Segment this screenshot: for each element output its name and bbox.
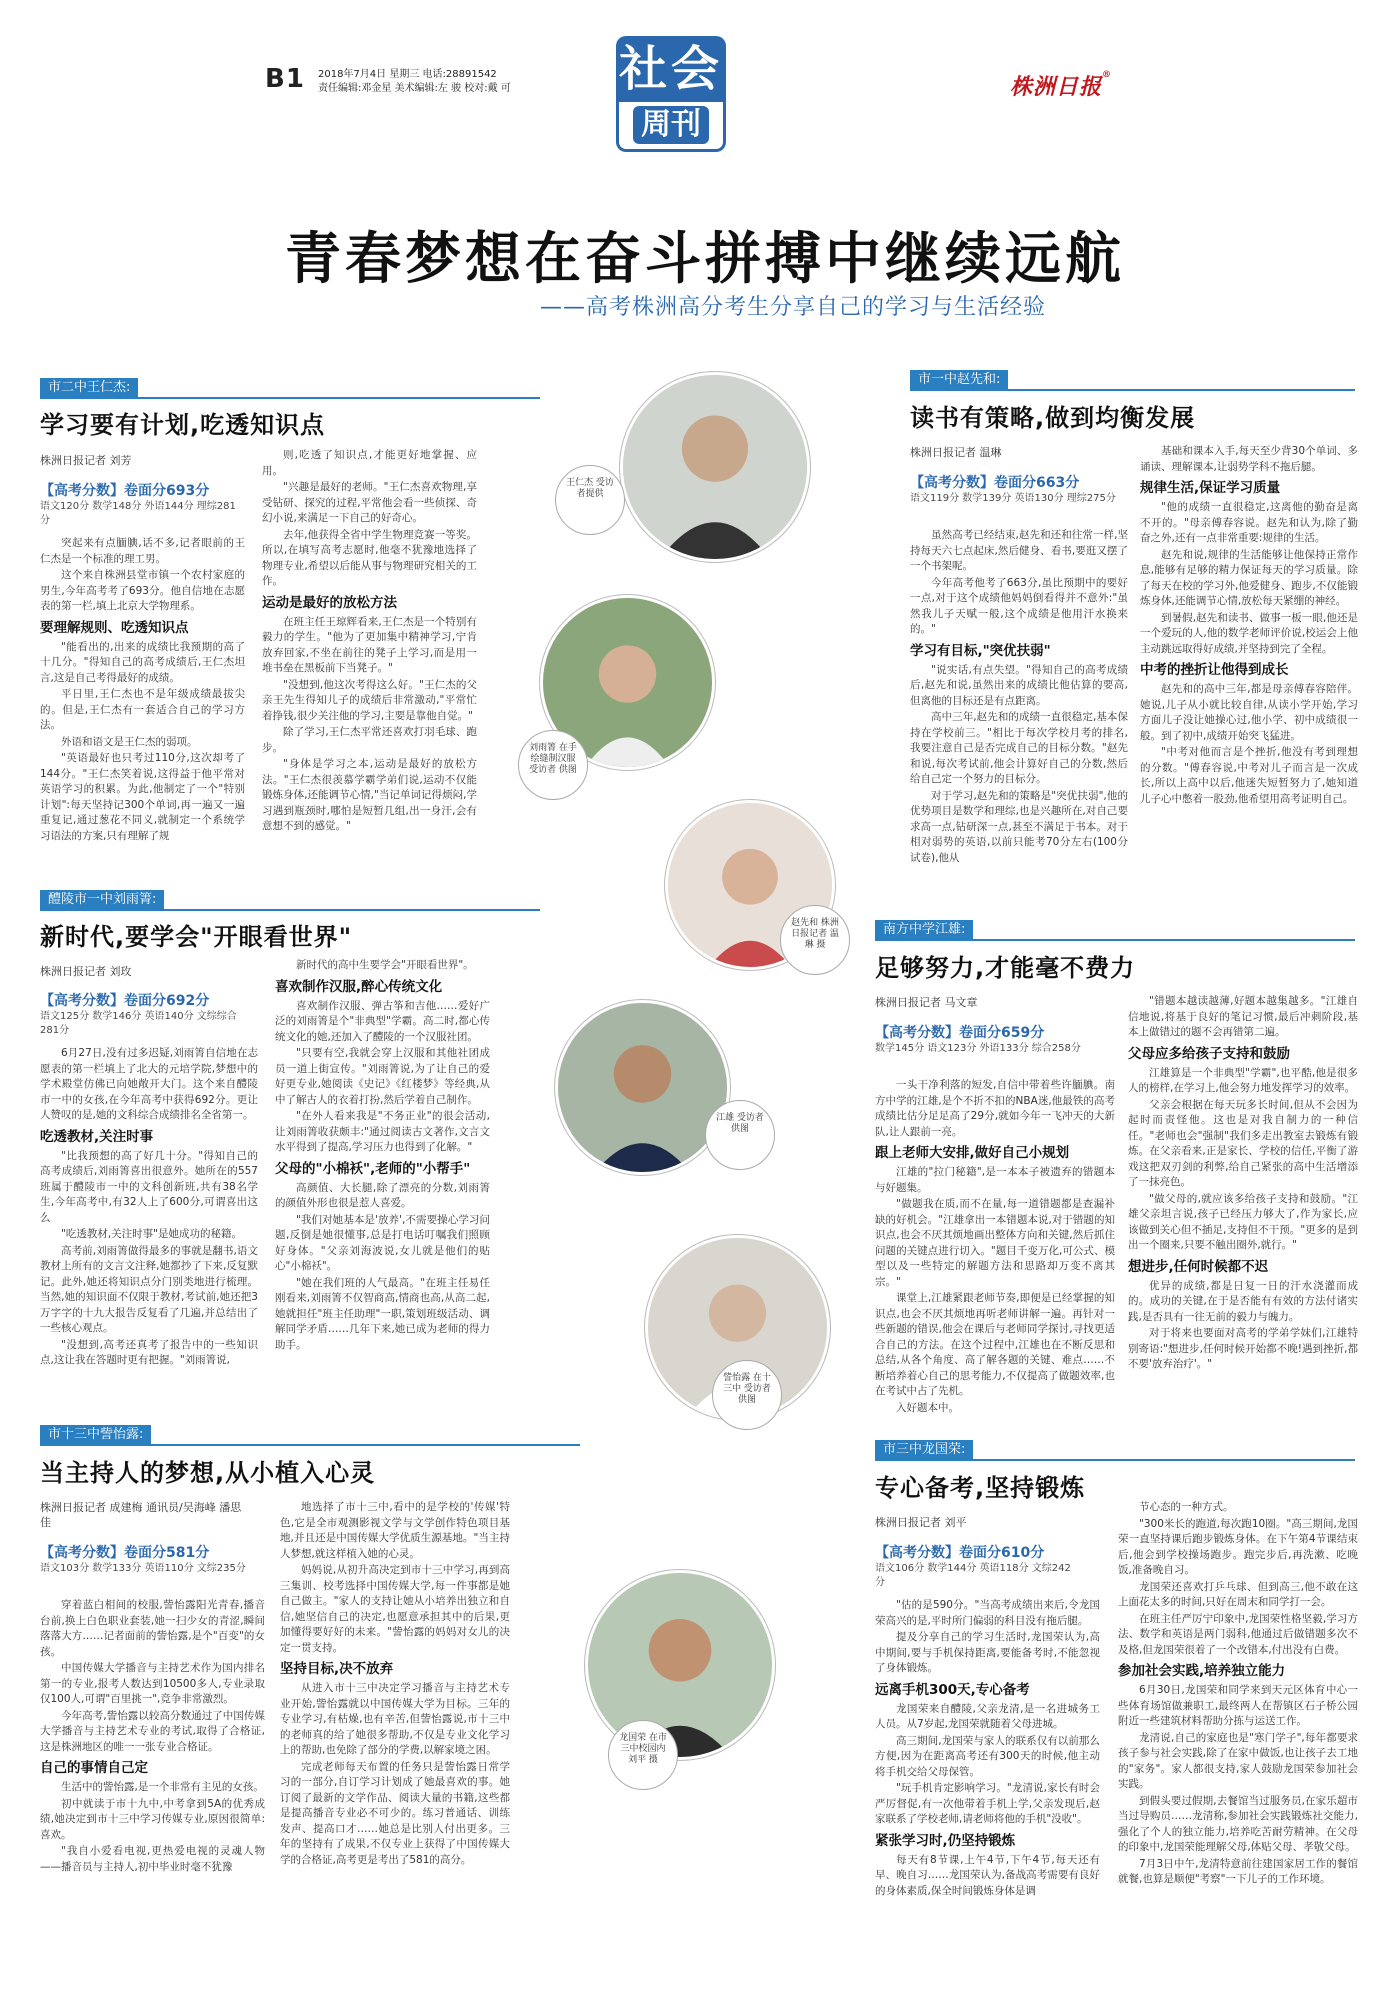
article-byline: 株洲日报记者 温琳 bbox=[910, 446, 1002, 459]
score-detail: 数学145分 语文123分 外语133分 综合258分 bbox=[875, 1043, 1081, 1054]
paragraph: 今年高考,訾怡露以较高分数通过了中国传媒大学播音与主持艺术专业的考试,取得了合格证,这是株洲地区的唯一一张专业合格证。 bbox=[40, 1709, 265, 1753]
paragraph: 这个来自株洲县堂市镇一个农村家庭的男生,今年高考考了693分。他自信地在志愿表的第一栏,填上北京大学物理系。 bbox=[40, 569, 245, 612]
paragraph: 除了学习,王仁杰平常还喜欢打羽毛球、跑步。 bbox=[262, 726, 477, 754]
paragraph: 在班主任严厉宁印象中,龙国荣性格坚毅,学习方法、数学和英语是两门弱科,他通过后做错题多次不及格,但龙国荣很着了一个改错本,付出没有白费。 bbox=[1118, 1612, 1358, 1656]
paragraph: "300米长的跑道,每次跑10圈。"高三期间,龙国荣一直坚持课后跑步锻炼身体。在下午第4节课结束后,他会到学校操场跑步。跑完步后,再洗漱、吃晚饭,准备晚自习。 bbox=[1118, 1517, 1358, 1576]
section-logo-bottom-frame bbox=[616, 102, 726, 152]
score-heading: 【高考分数】卷面分610分 bbox=[875, 1545, 1045, 1561]
caption-wang-renjie: 王仁杰 受访者提供 bbox=[555, 465, 625, 535]
score-heading: 【高考分数】卷面分659分 bbox=[875, 1025, 1045, 1041]
issue-date-line: 2018年7月4日 星期三 电话:28891542 bbox=[318, 69, 497, 80]
section-tag: 市二中王仁杰: bbox=[40, 378, 138, 398]
paragraph: 江雄的"拉门秘籍",是一本本子被遗弃的错题本与好题集。 bbox=[875, 1166, 1115, 1194]
subheading: 紧张学习时,仍坚持锻炼 bbox=[875, 1832, 1016, 1849]
paragraph: 外语和语文是王仁杰的弱项。 bbox=[61, 735, 198, 748]
paragraph: 中国传媒大学播音与主持艺术作为国内排名第一的专业,报考人数达到10500多人,专业录取仅100人,可谓"百里挑一",竞争非常激烈。 bbox=[40, 1662, 265, 1705]
article-title: 专心备考,坚持锻炼 bbox=[875, 1474, 1086, 1502]
paragraph: 从进入市十三中决定学习播音与主持艺术专业开始,訾怡露就以中国传媒大学为目标。三年的专业学习,有枯燥,也有辛苦,但訾怡露说,市十三中的老师真的给了她很多帮助,不仅是专业文化学习上的帮助,也免除了部分的学费,以解家境之困。 bbox=[280, 1682, 510, 1756]
paragraph: "错题本越读越薄,好题本越集越多。"江雄自信地说,将基于良好的笔记习惯,最后冲刺阶段,基本上做错过的题不会再错第二遍。 bbox=[1128, 995, 1358, 1038]
paragraph: "我自小爱看电视,更热爱电视的灵魂人物——播音员与主持人,初中毕业时毫不犹豫 bbox=[40, 1845, 265, 1873]
score-heading: 【高考分数】卷面分581分 bbox=[40, 1545, 210, 1561]
section-rule bbox=[40, 1444, 580, 1446]
paragraph: 入好题本中。 bbox=[896, 1401, 959, 1414]
subheading: 参加社会实践,培养独立能力 bbox=[1118, 1663, 1286, 1679]
caption-liu-yuqing: 刘雨箐 在手绘缝制汉服 受访者 供图 bbox=[518, 730, 588, 800]
paragraph: 江雄算是一个非典型"学霸",也平酷,他是很多人的榜样,在学习上,他会努力地发挥学习的效率。 bbox=[1128, 1066, 1358, 1094]
editor-line: 责任编辑:邓金星 美术编辑:左 骏 校对:戴 可 bbox=[318, 83, 511, 94]
subheading: 中考的挫折让他得到成长 bbox=[1140, 662, 1289, 678]
paragraph: "吃透教材,关注时事"是她成功的秘籍。 bbox=[61, 1228, 242, 1240]
paragraph: 课堂上,江雄紧跟老师节奏,即便是已经掌握的知识点,也会不厌其烦地再听老师讲解一遍。再针对一些新题的错误,他会在课后与老师同学探讨,寻找更适合自己的方法。在这个过程中,江雄也在不断反思和总结,从各个角度、高了解各题的关键、难点……不断培养着心自己的思考能力,不仅提高了做题效率,也在考试中占了先机。 bbox=[875, 1292, 1115, 1397]
article-byline: 株洲日报记者 刘芳 bbox=[40, 454, 132, 467]
section-logo-bottom: 周刊 bbox=[633, 106, 709, 144]
article-col-left bbox=[40, 1598, 265, 1970]
masthead bbox=[0, 0, 1393, 150]
paragraph: 赵先和的高中三年,都是母亲傅春容陪伴。她说,儿子从小就比较自律,从读小学开始,学习方面儿子没让她操心过,他小学、初中成绩很一般。到了初中,成绩开始突飞猛进。 bbox=[1140, 683, 1358, 742]
paragraph: 节心态的一种方式。 bbox=[1139, 1501, 1234, 1513]
score-detail: 语文119分 数学139分 英语130分 理综275分 bbox=[910, 493, 1116, 504]
paper-logo-text: 株洲日报 bbox=[1010, 74, 1103, 100]
section-tag: 市十三中訾怡露: bbox=[40, 1425, 151, 1445]
article-byline: 株洲日报记者 刘平 bbox=[875, 1516, 967, 1529]
paragraph: 对于将来也要面对高考的学弟学妹们,江雄特别寄语:"想进步,任何时候开始都不晚!遇到挫折,都不要'放弃治疗'。" bbox=[1128, 1327, 1358, 1370]
paragraph: 高中三年,赵先和的成绩一直很稳定,基本保持在学校前三。"相比于每次学校月考的排名,我要注意自己是否完成自己的目标分数。"赵先和说,每次考试前,他会计算好自己的分数,然后给自己定一个努力的目标分。 bbox=[910, 711, 1128, 785]
article-col-left bbox=[40, 1046, 258, 1398]
paragraph: 完成老师每天布置的任务只是訾怡露日常学习的一部分,自订学习计划成了她最喜欢的事。她订阅了最新的文学作品、阅读大量的书籍,这些都是提高播音专业必不可少的。练习普通话、训练发声、提高口才……她总是比别人付出更多。三年的坚持有了成果,不仅专业上获得了中国传媒大学的合格证,高考更是考出了581的高分。 bbox=[280, 1760, 510, 1866]
score-detail: 语文106分 数学144分 英语118分 文综242分 bbox=[875, 1563, 1071, 1588]
photo-wang-renjie bbox=[620, 372, 810, 562]
paragraph: "做父母的,就应该多给孩子支持和鼓励。"江雄父亲坦言说,孩子已经压力够大了,作为家长,应该做到关心但不插足,支持但不干预。"更多的是到出一个圈来,只要不触出圈外,就行。" bbox=[1128, 1192, 1358, 1251]
article-col-right bbox=[275, 958, 490, 1398]
subheading: 坚持目标,决不放弃 bbox=[280, 1661, 394, 1677]
caption-jiang-xiong: 江雄 受访者 供图 bbox=[705, 1100, 775, 1170]
article-title: 学习要有计划,吃透知识点 bbox=[40, 411, 326, 439]
article-title: 新时代,要学会"开眼看世界" bbox=[40, 923, 353, 951]
article-col-right bbox=[280, 1500, 510, 1970]
paragraph: "他的成绩一直很稳定,这离他的勤奋是离不开的。"母亲傅春容说。赵先和认为,除了勤奋之外,还有一点非常重要:规律的生活。 bbox=[1140, 501, 1358, 544]
paper-logo bbox=[1010, 70, 1130, 98]
paragraph: "估的是590分。"当高考成绩出来后,令龙国荣高兴的是,平时所门偏弱的科目没有拖后腿。 bbox=[875, 1599, 1100, 1627]
section-rule bbox=[875, 939, 1355, 941]
paragraph: 高考前,刘雨箐做得最多的事就是翻书,语文教材上所有的文言文注释,她都抄了下来,反复默记。此外,她还将知识点分门别类地进行梳理。当然,她的知识面不仅限于教材,考试前,她还把3万字字的十九大报告反复看了几遍,并总结出了一些核心观点。 bbox=[40, 1244, 258, 1334]
paragraph: 到假头要过假期,去餐馆当过服务员,在家乐超市当过导购员……龙清称,参加社会实践锻炼社交能力,强化了个人的独立能力,培养吃苦耐劳精神。在父母的印象中,龙国荣能理解父母,体贴父母、孝敬父母。 bbox=[1118, 1794, 1358, 1853]
subheading: 喜欢制作汉服,醉心传统文化 bbox=[275, 978, 443, 995]
subheading: 跟上老师大安排,做好自己小规划 bbox=[875, 1145, 1070, 1161]
paragraph: "在外人看来我是"不务正业"的很会活动,让刘雨箐收获颇丰:"通过阅读古文著作,文言文水平得到了提高,学习压力也得到了化解。" bbox=[275, 1110, 490, 1153]
paragraph: 龙国荣还喜欢打乒乓球、但到高三,他不敢在这上面花太多的时间,只好在周末和同学打一会。 bbox=[1118, 1580, 1358, 1608]
subheading: 父母的"小棉袄",老师的"小帮手" bbox=[275, 1160, 471, 1177]
subheading: 想进步,任何时候都不迟 bbox=[1128, 1258, 1269, 1275]
article-title: 足够努力,才能毫不费力 bbox=[875, 954, 1136, 982]
portrait-icon bbox=[558, 1003, 727, 1172]
paragraph: 每天有8节课,上午4节,下午4节,每天还有早、晚自习……龙国荣认为,备战高考需要有良好的身体素质,保全时间锻炼身体是调 bbox=[875, 1853, 1100, 1897]
paragraph: "中考对他而言是个挫折,他没有考到理想的分数。"傅春容说,中考对儿子而言是一次成长,所以上高中以后,他迷失短暂努力了,她知道儿子心中憋着一股劲,他希望用高考证明自己。 bbox=[1140, 746, 1358, 805]
paragraph: 龙国荣来自醴陵,父亲龙清,是一名进城务工人员。从7岁起,龙国荣就随着父母进城。 bbox=[875, 1702, 1100, 1730]
paragraph: 到暑假,赵先和读书、做事一板一眼,他还是一个爱玩的人,他的数学老师评价说,校运会上他主动跳远取得好成绩,并坚持到完了全程。 bbox=[1140, 611, 1358, 655]
subheading: 吃透教材,关注时事 bbox=[40, 1128, 154, 1145]
paragraph: 对于学习,赵先和的策略是"突优扶弱",他的优势项目是数学和理综,也是兴趣所在,对自己要求高一点,钻研深一点,甚至不满足于书本。对于相对弱势的英语,以前只能考70分左右(100分试卷),他从 bbox=[910, 789, 1128, 864]
score-heading: 【高考分数】卷面分693分 bbox=[40, 483, 210, 499]
portrait-icon bbox=[623, 375, 807, 559]
paragraph: 则,吃透了知识点,才能更好地掌握、应用。 bbox=[262, 449, 477, 477]
paragraph: 龙清说,自己的家庭也是"寒门学子",每年都要求孩子参与社会实践,除了在家中做饭,也让孩子去工地的"家务"。家人都很支持,家人鼓励龙国荣参加社会实践。 bbox=[1118, 1731, 1358, 1790]
article-col-right bbox=[1118, 1500, 1358, 1970]
paragraph: 基础和课本入手,每天至少背30个单词、多诵读、理解课本,让弱势学科不拖后腿。 bbox=[1140, 445, 1358, 473]
section-rule bbox=[40, 909, 540, 911]
section-tag: 市一中赵先和: bbox=[910, 370, 1008, 390]
article-col-right bbox=[262, 448, 477, 853]
paragraph: 提及分享自己的学习生活时,龙国荣认为,高中期间,要与手机保持距离,要能备考时,不能忽视了身体锻炼。 bbox=[875, 1631, 1100, 1674]
section-rule bbox=[910, 389, 1355, 391]
paragraph: 优异的成绩,都是日复一日的汗水浇灌而成的。成功的关键,在于是否能有有效的方法付诸实践,是否具有一往无前的毅力与魄力。 bbox=[1128, 1279, 1358, 1323]
section-logo bbox=[616, 36, 726, 152]
sub-headline: ——高考株洲高分考生分享自己的学习与生活经验 bbox=[540, 295, 1047, 320]
paragraph: "做题我在质,而不在量,每一道错题都是查漏补缺的好机会。"江雄拿出一本错题本说,对于错题的知识点,也会不厌其烦地画出整体方向和关键,然后抓住问题的关键点进行切入。"题目千变万化,可公式、模型以及一些特定的解题方法和思路却万变不离其宗。" bbox=[875, 1198, 1115, 1288]
paragraph: 新时代的高中生要学会"开眼看世界"。 bbox=[296, 959, 474, 971]
paragraph: 穿着蓝白相间的校服,訾怡露阳光青春,播音台前,换上白色职业套装,她一扫少女的青涩,瞬间落落大方……记者面前的訾怡露,是个"百变"的女孩。 bbox=[40, 1599, 265, 1658]
section-tag: 醴陵市一中刘雨箐: bbox=[40, 890, 164, 910]
paragraph: "她在我们班的人气最高。"在班主任易任刚看来,刘雨箐不仅智商高,情商也高,从高二起,她就担任"班主任助理"一职,策划班级活动、调解同学矛盾……几年下来,她已成为老师的得力助手。 bbox=[275, 1276, 490, 1351]
paragraph: 今年高考他考了663分,虽比预期中的要好一点,对于这个成绩他妈妈倒看得并不意外:"虽然我儿子天赋一般,这个成绩是他用汗水换来的。" bbox=[910, 576, 1128, 635]
article-col-left bbox=[875, 1078, 1115, 1428]
caption-zi-yilu: 訾怡露 在十三中 受访者 供图 bbox=[712, 1360, 782, 1430]
article-byline: 株洲日报记者 刘玫 bbox=[40, 965, 132, 978]
subheading: 自己的事情自己定 bbox=[40, 1760, 148, 1776]
article-title: 读书有策略,做到均衡发展 bbox=[910, 404, 1196, 432]
score-detail: 语文125分 数学146分 英语140分 文综综合281分 bbox=[40, 1011, 237, 1036]
paragraph: 一头干净利落的短发,自信中带着些许腼腆。南方中学的江雄,是个不折不扣的NBA迷,他最铁的高考成绩比估分足足高了29分,就如今年一飞冲天的大新队,让人跟前一亮。 bbox=[875, 1079, 1115, 1138]
paragraph: "说实话,有点失望。"得知自己的高考成绩后,赵先和说,虽然出来的成绩比他估算的要高,但离他的目标还是有点距离。 bbox=[910, 663, 1128, 707]
paragraph: "没想到,他这次考得这么好。"王仁杰的父亲王先生得知儿子的成绩后非常激动,"平常忙着挣钱,很少关注他的学习,主要是靠他自觉。" bbox=[262, 678, 477, 722]
paragraph: 地选择了市十三中,看中的是学校的'传媒'特色,它是全市观测影视文学与文学创作特色项目基地,并且还是中国传媒大学优质生源基地。"当主持人梦想,就这样植入她的心灵。 bbox=[280, 1501, 510, 1560]
article-byline: 株洲日报记者 成建梅 通讯员/吴海峰 潘思佳 bbox=[40, 1501, 242, 1529]
paragraph: "只要有空,我就会穿上汉服和其他社团成员一道上街宣传。"刘雨箐说,为了让自己的爱好更专业,她阅读《史记》《红楼梦》等经典,从中了解古人的衣着打扮,然后学着自己制作。 bbox=[275, 1047, 490, 1106]
score-detail: 语文103分 数学133分 英语110分 文综235分 bbox=[40, 1563, 246, 1574]
paragraph: "没想到,高考还真考了报告中的一些知识点,这让我在答题时更有把握。"刘雨箐说, bbox=[40, 1338, 258, 1366]
paragraph: 7月3日中午,龙清特意前往建国家居工作的餐馆就餐,也算是顺便"考察"一下儿子的工作环境。 bbox=[1118, 1857, 1358, 1885]
article-col-left bbox=[875, 1598, 1100, 1970]
portrait-icon bbox=[588, 1573, 772, 1757]
paragraph: 高三期间,龙国荣与家人的联系仅有以前那么方便,因为在距离高考还有300天的时候,他主动将手机交给父母保管。 bbox=[875, 1734, 1100, 1778]
article-title: 当主持人的梦想,从小植入心灵 bbox=[40, 1459, 376, 1487]
paragraph: "玩手机肯定影响学习。"龙清说,家长有时会严厉督促,有一次他带着手机上学,父亲发现后,赵家联系了学校老师,请老师将他的手机"没收"。 bbox=[875, 1782, 1100, 1825]
paragraph: 6月27日,没有过多迟疑,刘雨箐自信地在志愿表的第一栏填上了北大的元培学院,梦想中的学术殿堂仿佛已向她敞开大门。这个来自醴陵市一中的女孩,在今年高考中获得692分。更让人赞叹的是,她的文科综合成绩排名全省第一。 bbox=[40, 1047, 258, 1121]
paragraph: "比我预想的高了好几十分。"得知自己的高考成绩后,刘雨箐喜出很意外。她所在的557班属于醴陵市一中的文科创新班,共有38名学生,今年高考中,有32人上了600分,可谓喜出这么 bbox=[40, 1149, 258, 1224]
main-headline: 青春梦想在奋斗拼搏中继续远航 bbox=[285, 227, 1125, 292]
paragraph: 高颜值、大长腿,除了漂亮的分数,刘雨箐的颜值外形也很是惹人喜爱。 bbox=[275, 1181, 490, 1209]
paragraph: 初中就读于市十九中,中考拿到5A的优秀成绩,她决定到市十三中学习传媒专业,原因很简单:喜欢。 bbox=[40, 1797, 265, 1841]
section-tag: 南方中学江雄: bbox=[875, 920, 973, 940]
paragraph: 6月30日,龙国荣和同学来到天元区体育中心一些体育场馆做兼职工,最终两人在帮镇区石子桥公园附近一些建筑材料帮助分拣与运送工作。 bbox=[1118, 1684, 1358, 1727]
paragraph: 平日里,王仁杰也不是年级成绩最拔尖的。但是,王仁杰有一套适合自己的学习方法。 bbox=[40, 688, 245, 731]
registered-mark: ® bbox=[1102, 70, 1113, 80]
caption-long-guorong: 龙国荣 在市三中校园内 刘平 摄 bbox=[608, 1720, 678, 1790]
score-heading: 【高考分数】卷面分692分 bbox=[40, 993, 210, 1009]
paragraph: 生活中的訾怡露,是一个非常有主见的女孩。 bbox=[61, 1781, 264, 1793]
subheading: 要理解规则、吃透知识点 bbox=[40, 619, 189, 636]
section-rule bbox=[40, 397, 540, 399]
article-byline: 株洲日报记者 马文章 bbox=[875, 996, 978, 1009]
subheading: 父母应多给孩子支持和鼓励 bbox=[1128, 1045, 1290, 1062]
subheading: 远离手机300天,专心备考 bbox=[875, 1681, 1030, 1698]
photo-long-guorong bbox=[585, 1570, 775, 1760]
section-rule bbox=[875, 1459, 1355, 1461]
paragraph: "我们对她基本是'放养',不需要操心学习问题,反倒是她很懂事,总是打电话叮嘱我们照顾好身体。"父亲刘海波说,女儿就是他们的贴心"小棉袄"。 bbox=[275, 1213, 490, 1272]
issue-meta bbox=[318, 68, 578, 96]
paragraph: 去年,他获得全省中学生物理竞赛一等奖。所以,在填写高考志愿时,他毫不犹豫地选择了物理专业,希望以后能从事与物理研究相关的工作。 bbox=[262, 528, 477, 587]
score-detail: 语文120分 数学148分 外语144分 理综281分 bbox=[40, 501, 236, 526]
subheading: 学习有目标,"突优扶弱" bbox=[910, 642, 1051, 659]
paragraph: 妈妈说,从初升高决定到市十三中学习,再到高三集训、校考选择中国传媒大学,每一件事都是她自己做主。"家人的支持让她从小培养出独立和自信,她坚信自己的决定,也愿意承担其中的后果,更加懂得要好好的未来。"訾怡露的妈妈对女儿的决定一贯支持。 bbox=[280, 1564, 510, 1654]
paragraph: "身体是学习之本,运动是最好的放松方法。"王仁杰很羡慕学霸学弟们说,运动不仅能锻炼身体,还能调节心情,"当记单词记得烦闷,学习遇到瓶颈时,哪怕是短暂几组,出一身汗,会有意想不到的感觉。" bbox=[262, 758, 477, 832]
subheading: 规律生活,保证学习质量 bbox=[1140, 480, 1281, 496]
paragraph: "英语最好也只考过110分,这次却考了144分。"王仁杰笑着说,这得益于他平常对英语学习的积累。为此,他制定了一个"特别计划":每天坚持记300个单词,再一遍又一遍重复记,通过葱花不同义,就制定一个系统学习语法的方案,只有理解了规 bbox=[40, 752, 245, 842]
article-col-left bbox=[40, 536, 245, 852]
subheading: 运动是最好的放松方法 bbox=[262, 594, 397, 611]
paragraph: 在班主任王琼辉看来,王仁杰是一个特别有毅力的学生。"他为了更加集中精神学习,宁肯放弃回家,不坐在前往的凳子上学习,而是用一堆书垒在黑板前下当凳子。" bbox=[262, 615, 477, 674]
paragraph: 赵先和说,规律的生活能够让他保持正常作息,能够有足够的精力保证每天的学习质量。除了每天在校的学习外,他爱健身、跑步,不仅能锻炼身体,还能调节心情,放松每天紧绷的神经。 bbox=[1140, 548, 1358, 607]
paragraph: 虽然高考已经结束,赵先和还和往常一样,坚持每天六七点起床,然后健身、看书,要逛又摆了一个书架呢。 bbox=[910, 529, 1128, 572]
paragraph: 父亲会根据在每天玩多长时间,但从不会因为起时而责怪他。这也是对我自制力的一种信任。"老师也会"强制"我们多走出教室去锻炼有锻炼。在父亲看来,正是家长、学校的信任,平衡了游戏这把双刃剑的利弊,给自己紧张的高中生活增添了一抹亮色。 bbox=[1128, 1098, 1358, 1188]
photo-jiang-xiong bbox=[555, 1000, 730, 1175]
paragraph: 突起来有点腼腆,话不多,记者眼前的王仁杰是一个标准的理工男。 bbox=[40, 537, 245, 565]
article-col-right bbox=[1140, 444, 1358, 894]
paragraph: 喜欢制作汉服、弹古筝和吉他……爱好广泛的刘雨箐是个"非典型"学霸。高二时,都心传统文化的她,还加入了醴陵的一个汉服社团。 bbox=[275, 999, 490, 1043]
caption-zhao-xianhe: 赵先和 株洲日报记者 温琳 摄 bbox=[780, 905, 850, 975]
score-heading: 【高考分数】卷面分663分 bbox=[910, 475, 1080, 491]
article-col-right bbox=[1128, 994, 1358, 1428]
paragraph: "兴趣是最好的老师。"王仁杰喜欢物理,享受钻研、探究的过程,平常他会看一些侦探、奇幻小说,来满足一下自己的好奇心。 bbox=[262, 481, 477, 524]
section-tag: 市三中龙国荣: bbox=[875, 1440, 973, 1460]
page-number: B1 bbox=[265, 64, 305, 94]
section-logo-top: 社会 bbox=[616, 36, 726, 102]
article-col-left bbox=[910, 528, 1128, 893]
paragraph: "能看出的,出来的成绩比我预期的高了十几分。"得知自己的高考成绩后,王仁杰坦言,这是自己考得最好的成绩。 bbox=[40, 640, 245, 684]
